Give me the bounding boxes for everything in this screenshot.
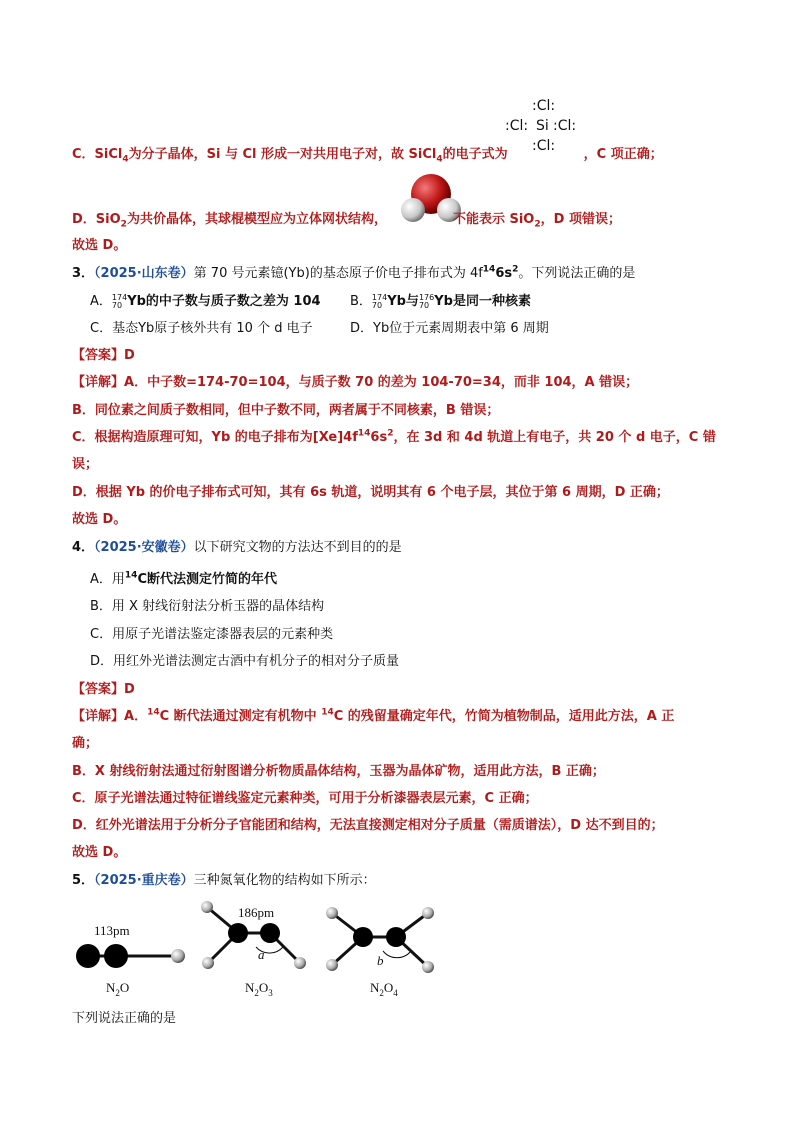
n2o4-structure xyxy=(326,907,434,998)
lewis-left-cl: :Cl: xyxy=(505,118,529,134)
n2o3-o2-atom xyxy=(202,957,214,969)
nitrogen-oxides-figure xyxy=(70,895,450,1005)
n2o-n2-atom xyxy=(104,944,128,968)
question-4-stem: 4．（2025·安徽卷）以下研究文物的方法达不到目的的是 xyxy=(72,540,402,555)
lewis-right-cl: :Cl: xyxy=(553,118,577,134)
n2o-n1-atom xyxy=(76,944,100,968)
n2o4-n1-atom xyxy=(353,927,373,947)
question-4-answer: 【答案】D xyxy=(72,682,135,697)
question-3-conclusion: 故选 D。 xyxy=(72,512,127,527)
question-4-detail-a: 【详解】A．$^{14}$C 断代法通过测定有机物中 $^{14}$C 的残留量确定年代，竹简为植物制品，适用此方法，A 正 xyxy=(72,707,675,724)
question-4-option-c: C．用原子光谱法鉴定漆器表层的元素种类 xyxy=(90,627,334,642)
question-3-option-a: A． 174 70 Yb的中子数与质子数之差为 104 xyxy=(90,292,321,310)
n2o4-n2-atom xyxy=(386,927,406,947)
question-4-option-a: A．用$^{14}$C断代法测定竹简的年代 xyxy=(90,570,277,587)
conclusion-line: 故选 D。 xyxy=(72,238,127,253)
question-3-detail-c-cont: 误； xyxy=(72,457,99,472)
n2o4-o3-atom xyxy=(422,907,434,919)
question-3-detail-b: B．同位素之间质子数相同，但中子数不同，两者属于不同核素，B 错误； xyxy=(72,403,500,418)
question-4-option-d: D．用红外光谱法测定古酒中有机分子的相对分子质量 xyxy=(90,654,400,669)
n2o4-o4-atom xyxy=(422,961,434,973)
n2o-structure xyxy=(76,923,185,998)
question-4-detail-a-cont: 确； xyxy=(72,736,99,751)
n2o4-name: $N_2O_4$ xyxy=(370,980,398,998)
n2o3-angle-label: a xyxy=(258,947,265,962)
option-c-sicl4-text: C．SiCl$_4$为分子晶体，Si 与 Cl 形成一对共用电子对，故 SiCl$_4$的电子式为 ，C 项正确； xyxy=(72,147,663,165)
n2o3-o1-atom xyxy=(201,901,213,913)
question-3-answer: 【答案】D xyxy=(72,348,135,363)
n2o3-bond-length-label: 186pm xyxy=(238,905,275,920)
question-3-detail-a: 【详解】A．中子数=174-70=104，与质子数 70 的差为 104-70=34，而非 104，A 错误； xyxy=(72,375,639,390)
lewis-bottom-cl: :Cl: xyxy=(532,138,556,154)
lewis-center-si: Si xyxy=(536,118,549,134)
question-3-option-b: B． 174 70 Yb与 176 70 Yb是同一种核素 xyxy=(350,292,531,310)
n2o3-name: $N_2O_3$ xyxy=(245,980,273,998)
n2o4-o1-atom xyxy=(326,907,338,919)
n2o3-structure xyxy=(201,901,306,998)
question-4-detail-c: C．原子光谱法通过特征谱线鉴定元素种类，可用于分析漆器表层元素，C 正确； xyxy=(72,791,538,806)
question-5-tail: 下列说法正确的是 xyxy=(72,1011,177,1026)
question-3-detail-d: D．根据 Yb 的价电子排布式可知，其有 6s 轨道，说明其有 6 个电子层，其位于第 6 周期，D 正确； xyxy=(72,485,669,500)
question-4-detail-b: B．X 射线衍射法通过衍射图谱分析物质晶体结构，玉器为晶体矿物，适用此方法，B 正确； xyxy=(72,764,605,779)
n2o4-angle-label: b xyxy=(377,953,384,968)
n2o3-n2-atom xyxy=(260,923,280,943)
question-3-option-c: C．基态Yb原子核外共有 10 个 d 电子 xyxy=(90,321,313,336)
n2o-o-atom xyxy=(171,949,185,963)
n2o3-o3-atom xyxy=(294,957,306,969)
question-3-option-d: D．Yb位于元素周期表中第 6 周期 xyxy=(350,321,549,336)
n2o-bond-length-label: 113pm xyxy=(94,923,130,938)
lewis-top-cl: :Cl: xyxy=(532,98,556,114)
n2o3-n1-atom xyxy=(228,923,248,943)
question-4-option-b: B．用 X 射线衍射法分析玉器的晶体结构 xyxy=(90,599,325,614)
n2o-name: $N_2O$ xyxy=(106,980,130,998)
n2o4-o2-atom xyxy=(326,959,338,971)
question-3-stem: 3．（2025·山东卷）第 70 号元素镱(Yb)的基态原子价电子排布式为 $4f^{14}6s^2$。下列说法正确的是 xyxy=(72,264,636,281)
question-4-conclusion: 故选 D。 xyxy=(72,845,127,860)
question-5-stem: 5．（2025·重庆卷）三种氮氧化物的结构如下所示： xyxy=(72,873,376,888)
question-4-detail-d: D．红外光谱法用于分析分子官能团和结构，无法直接测定相对分子质量（需质谱法），D 达不到目的； xyxy=(72,818,664,833)
option-d-sio2-text: D．SiO$_2$为共价晶体，其球棍模型应为立体网状结构， 不能表示 SiO$_2$，D 项错误； xyxy=(72,212,621,230)
question-3-detail-c: C．根据构造原理可知，Yb 的电子排布为$[Xe]4f^{14}6s^2$，在 3d 和 4d 轨道上有电子，共 20 个 d 电子，C 错 xyxy=(72,428,716,445)
